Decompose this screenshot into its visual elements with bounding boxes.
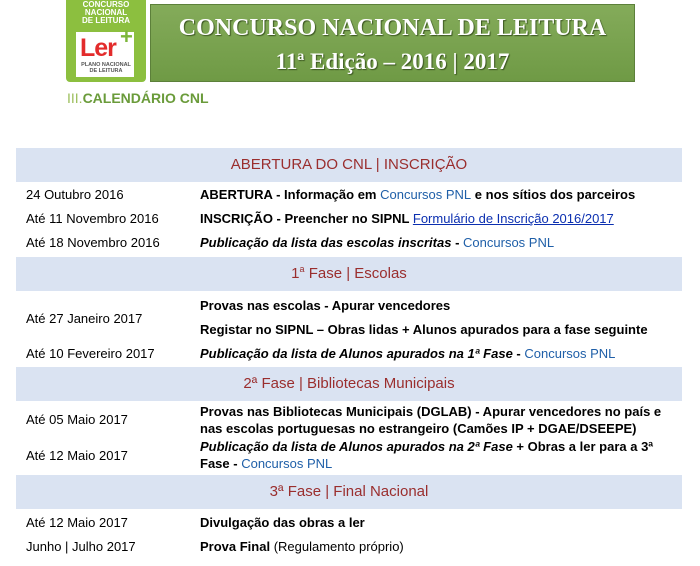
row-text [200,346,615,361]
section-title [67,90,209,106]
row-text-line-2: Registar no SIPNL – Obras lidas + Alunos apurados para a fase seguinte [200,322,648,337]
logo-subtitle: PLANO NACIONAL DE LEITURA [81,62,131,74]
heading-fase-1 [16,257,682,291]
inscription-form-link[interactable]: Formulário de Inscrição 2016/2017 [412,211,614,226]
row-text-a: Publicação da lista das escolas inscritas [200,235,452,250]
row-sep: - [451,235,464,250]
logo-plus: + [120,24,133,49]
row-text [200,438,678,472]
section-numeral: III. [67,90,83,106]
title-banner [150,4,635,82]
row-sep: - [229,456,242,471]
row-text: Divulgação das obras a ler [200,515,365,530]
row-date: Até 18 Novembro 2016 [26,235,160,250]
row-text-a: ABERTURA - Informação em [200,187,377,202]
row-text [200,211,614,226]
row-sep: - [512,346,525,361]
logo-line-3: DE LEITURA [82,16,130,25]
row-text-line-1: Provas nas escolas - Apurar vencedores [200,298,451,313]
heading-num: 1 [291,265,300,282]
concursos-pnl-link[interactable]: Concursos PNL [524,346,616,361]
row-text [200,539,404,554]
logo-top-text [66,1,146,25]
logo-ler: Ler [80,34,116,62]
row-text: Provas nas Bibliotecas Municipais (DGLAB) - Apurar vencedores no país e nas escolas portuguesas no estrangeiro (Camões IP + DGAE/DSEEPE) [200,404,662,436]
cnl-logo [66,0,146,82]
banner-title: CONCURSO NACIONAL DE LEITURA [178,15,607,41]
heading-sup: a [299,264,305,274]
concursos-pnl-link[interactable]: Concursos PNL [380,187,472,202]
row-date: Até 12 Maio 2017 [26,515,128,530]
row-date: Até 12 Maio 2017 [26,448,128,463]
heading-abertura: ABERTURA DO CNL | INSCRIÇÃO [16,148,682,182]
row-text-b: (Regulamento próprio) [270,539,404,554]
heading-fase-3: 3ª Fase | Final Nacional [16,475,682,509]
banner-edition: 11ª Edição – 2016 | 2017 [275,49,510,74]
row-date: 24 Outubro 2016 [26,187,124,202]
row-date: Até 11 Novembro 2016 [26,211,159,226]
concursos-pnl-link[interactable]: Concursos PNL [241,456,333,471]
section-title-text: CALENDÁRIO CNL [82,90,209,106]
row-date: Junho | Julho 2017 [26,539,136,554]
row-text-b: e nos sítios dos parceiros [474,187,636,202]
row-text-b: + Obras a ler para a 3ª Fase [200,439,654,471]
heading-rest: Fase | Escolas [308,265,407,282]
concursos-pnl-link[interactable]: Concursos PNL [463,235,555,250]
row-text [200,187,635,202]
logo-line-2: NACIONAL [84,8,128,17]
row-text-a: INSCRIÇÃO - Preencher no SIPNL [200,211,410,226]
logo-line-1: CONCURSO [82,0,130,9]
row-text-a: Prova Final [200,539,271,554]
row-date: Até 10 Fevereiro 2017 [26,346,155,361]
row-date: Até 05 Maio 2017 [26,412,128,427]
row-text [200,235,554,250]
row-date: Até 27 Janeiro 2017 [26,311,143,326]
row-text-a: Publicação da lista de Alunos apurados na 2ª Fase [200,439,513,454]
heading-fase-2: 2ª Fase | Bibliotecas Municipais [16,367,682,401]
row-text-a: Publicação da lista de Alunos apurados na 1ª Fase [200,346,513,361]
